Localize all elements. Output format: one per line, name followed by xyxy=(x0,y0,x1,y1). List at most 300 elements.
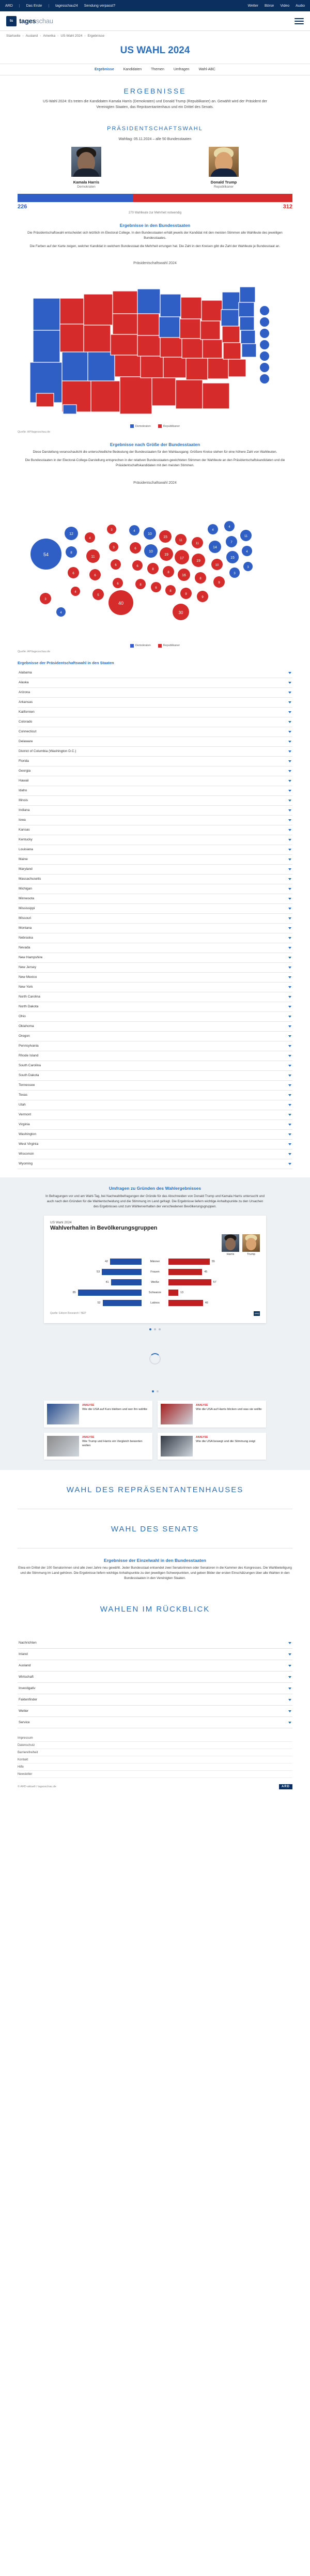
footer-accordion-item[interactable] xyxy=(18,1706,292,1717)
state-accordion-item[interactable] xyxy=(18,786,292,796)
utility-item-boerse[interactable]: Börse xyxy=(265,4,274,8)
logo-text-light: schau xyxy=(36,17,53,25)
state-accordion-item[interactable] xyxy=(18,737,292,747)
legend-item-dem xyxy=(130,424,151,428)
svg-text:8: 8 xyxy=(152,568,154,571)
teaser-card[interactable] xyxy=(44,1433,152,1460)
candidate-name-trump: Donald Trump xyxy=(210,179,237,185)
page-title: US WAHL 2024 xyxy=(120,45,190,56)
state-accordion-item[interactable] xyxy=(18,1100,292,1110)
chart-head-harris xyxy=(222,1234,239,1256)
state-accordion-item[interactable] xyxy=(18,914,292,924)
svg-text:17: 17 xyxy=(180,556,184,560)
survey-title: Umfragen zu Gründen des Wahlergebnisses xyxy=(109,1185,202,1191)
bubble-map-legend xyxy=(0,641,310,649)
state-accordion-item[interactable] xyxy=(18,1140,292,1149)
state-accordion-item[interactable] xyxy=(18,668,292,678)
avatar-body xyxy=(210,168,237,177)
ard-badge-icon: ARD xyxy=(254,1312,259,1315)
svg-text:15: 15 xyxy=(163,535,167,539)
state-accordion-item[interactable] xyxy=(18,1071,292,1081)
bubble-paragraph-1: Diese Darstellung veranschaulicht die unterschiedliche Bedeutung der Bundesstaaten für den Wahlausgang: Größere Kreise stehen für eine höhere Zahl von Wahlleuten. xyxy=(33,450,277,454)
state-accordion-item[interactable] xyxy=(18,698,292,708)
chevron-down-icon xyxy=(288,692,291,694)
breadcrumb-separator: › xyxy=(84,34,86,38)
state-accordion-label: Kentucky xyxy=(19,838,33,842)
state-accordion-item[interactable] xyxy=(18,747,292,757)
state-accordion-item[interactable] xyxy=(18,1012,292,1022)
chevron-down-icon xyxy=(288,1065,291,1067)
state-accordion-label: Minnesota xyxy=(19,897,34,901)
teaser-title: Wie Trump und Harris ein Vergleich bewerten wollen xyxy=(82,1439,143,1447)
footer-link[interactable]: Newsletter xyxy=(18,1771,292,1778)
state-accordion-label: Nevada xyxy=(19,946,30,950)
state-accordion-item[interactable] xyxy=(18,875,292,884)
chevron-down-icon xyxy=(288,819,291,821)
svg-text:9: 9 xyxy=(185,592,187,596)
svg-text:4: 4 xyxy=(60,611,62,615)
electoral-votes-trump: 312 xyxy=(283,203,292,210)
chart-category-label: Weiße xyxy=(151,1281,159,1284)
chart-bar-left xyxy=(50,1259,142,1265)
chevron-down-icon xyxy=(288,986,291,988)
utility-item-audio[interactable]: Audio xyxy=(296,4,305,8)
svg-text:30: 30 xyxy=(178,610,183,615)
chevron-down-icon xyxy=(288,1710,291,1712)
state-accordion-list xyxy=(0,668,310,1169)
ard-logo-mark-icon: ARD xyxy=(279,1784,292,1789)
svg-text:3: 3 xyxy=(234,572,236,575)
teaser-title: Wie die USA bewegt und die Stimmung zeigt xyxy=(196,1439,256,1443)
footer-accordion-item[interactable] xyxy=(18,1660,292,1672)
footer-accordion-label: Wirtschaft xyxy=(19,1675,34,1679)
legend-swatch-rep-icon xyxy=(158,644,162,648)
utility-item-das-erste[interactable]: Das Erste xyxy=(26,4,42,8)
state-accordion-item[interactable] xyxy=(18,1149,292,1159)
carousel-dot[interactable] xyxy=(157,1390,159,1392)
chevron-down-icon xyxy=(288,976,291,978)
candidate-party-harris: Demokraten xyxy=(77,185,96,189)
chevron-down-icon xyxy=(288,888,291,890)
legend-label-dem: Demokraten xyxy=(135,424,151,428)
svg-text:6: 6 xyxy=(94,574,96,577)
state-accordion-item[interactable] xyxy=(18,953,292,963)
chart-bar-harris xyxy=(78,1290,142,1296)
state-accordion-item[interactable] xyxy=(18,943,292,953)
avatar-face xyxy=(225,1238,236,1250)
state-accordion-item[interactable] xyxy=(18,1091,292,1100)
state-accordion-item[interactable] xyxy=(18,1002,292,1012)
state-accordion-item[interactable] xyxy=(18,835,292,845)
teaser-thumbnail xyxy=(47,1436,79,1456)
carousel-dot[interactable] xyxy=(159,1328,161,1330)
svg-text:8: 8 xyxy=(169,589,172,593)
state-accordion-item[interactable] xyxy=(18,1130,292,1140)
svg-text:4: 4 xyxy=(228,525,230,529)
footer-link[interactable]: Datenschutz xyxy=(18,1742,292,1749)
state-accordion-item[interactable] xyxy=(18,796,292,806)
menu-button[interactable] xyxy=(295,18,304,24)
chevron-down-icon xyxy=(288,1665,291,1667)
us-bubble-map[interactable] xyxy=(18,486,292,641)
breadcrumb-item-startseite[interactable]: Startseite xyxy=(6,34,21,38)
chevron-down-icon xyxy=(288,996,291,998)
svg-text:6: 6 xyxy=(72,572,74,575)
state-accordion-label: Vermont xyxy=(19,1113,32,1117)
utility-item-sendung-verpasst[interactable]: Sendung verpasst? xyxy=(84,4,116,8)
teaser-card[interactable] xyxy=(158,1433,266,1460)
state-accordion-label: North Carolina xyxy=(19,995,40,999)
chart-bar-trump xyxy=(168,1269,202,1275)
chevron-down-icon xyxy=(288,701,291,703)
chevron-down-icon xyxy=(288,1035,291,1037)
chevron-down-icon xyxy=(288,1124,291,1126)
state-accordion-item[interactable] xyxy=(18,678,292,688)
teaser-grid xyxy=(44,1401,266,1460)
state-accordion-label: Montana xyxy=(19,926,32,930)
tab-ergebnisse[interactable]: Ergebnisse xyxy=(94,68,114,71)
chevron-down-icon xyxy=(288,1045,291,1047)
chevron-down-icon xyxy=(288,770,291,772)
chart-bar-trump xyxy=(168,1259,210,1265)
state-accordion-item[interactable] xyxy=(18,933,292,943)
svg-text:3: 3 xyxy=(44,597,47,601)
footer-link[interactable]: Hilfe xyxy=(18,1764,292,1771)
state-accordion-item[interactable] xyxy=(18,1022,292,1032)
chart-category-label: Männer xyxy=(150,1260,160,1264)
footer-accordion-label: Wetter xyxy=(19,1709,29,1713)
chevron-down-icon xyxy=(288,780,291,782)
state-accordion-item[interactable] xyxy=(18,1110,292,1120)
state-accordion-label: Virginia xyxy=(19,1123,30,1127)
state-accordion-label: New Mexico xyxy=(19,975,37,979)
chart-head-label-trump: Trump xyxy=(247,1252,255,1256)
chevron-down-icon xyxy=(288,1084,291,1086)
teaser-text xyxy=(82,1404,149,1424)
carousel-dots-secondary[interactable] xyxy=(0,1387,310,1393)
breadcrumb-item-ausland[interactable]: Ausland xyxy=(25,34,38,38)
chart-source: Quelle: Edison Research / NEP xyxy=(50,1312,86,1315)
state-accordion-label: Ohio xyxy=(19,1015,26,1019)
svg-text:10: 10 xyxy=(215,563,219,567)
chevron-down-icon xyxy=(288,1075,291,1077)
chevron-down-icon xyxy=(288,750,291,753)
tab-kandidaten[interactable]: Kandidaten xyxy=(123,68,142,71)
chevron-down-icon xyxy=(288,1653,291,1655)
bundesstaaten-paragraph: Etwa ein Drittel der 100 Senatorinnen sind alle zwei Jahre neu gewählt. Jeder Bundesstaat entsendet zwei Senatorinnen oder Senatoren in die Kammer des Kongresses. Die Wahlbeteiligung und die Stimmung im Land gehören. Die Ergebnisse liefern wichtige Anhaltspunkte zu den jeweiligen Schwerpunkten, und geben Bilder der ersten Einschätzungen über alle Wahlen in den Bundesstaaten in den Vereinigten Staaten. xyxy=(18,1566,292,1581)
state-accordion-item[interactable] xyxy=(18,688,292,698)
footer-link[interactable]: Impressum xyxy=(18,1735,292,1742)
state-accordion-item[interactable] xyxy=(18,816,292,825)
svg-text:9: 9 xyxy=(218,581,220,585)
teaser-title: Wie die USA auf Kurs bleiben und wer ihn wählte xyxy=(82,1407,147,1411)
state-accordion-label: Florida xyxy=(19,759,29,763)
candidate-photo-harris xyxy=(71,147,101,177)
state-accordion-item[interactable] xyxy=(18,884,292,894)
chart-bar-left xyxy=(50,1290,142,1296)
state-accordion-label: Tennessee xyxy=(19,1083,35,1087)
teaser-thumbnail xyxy=(161,1404,193,1424)
svg-text:6: 6 xyxy=(155,586,157,590)
state-accordion-item[interactable] xyxy=(18,766,292,776)
breadcrumb-item-amerika[interactable]: Amerika xyxy=(43,34,56,38)
section-nav xyxy=(0,64,310,75)
state-accordion-item[interactable] xyxy=(18,992,292,1002)
bubble-legend-label-rep: Republikaner xyxy=(163,644,180,648)
tab-themen[interactable]: Themen xyxy=(151,68,164,71)
state-accordion-item[interactable] xyxy=(18,1061,292,1071)
chart-value-trump: 57 xyxy=(213,1281,216,1284)
state-accordion-label: Utah xyxy=(19,1103,26,1107)
chevron-down-icon xyxy=(288,927,291,929)
chart-bars xyxy=(50,1258,260,1307)
chart-bar-harris xyxy=(103,1300,142,1306)
chart-value-harris: 52 xyxy=(97,1301,101,1305)
teaser-category: ANALYSE xyxy=(82,1435,95,1439)
footer-accordion-label: Service xyxy=(19,1721,30,1725)
state-accordion-label: Kalifornien xyxy=(19,710,35,714)
ard-logo xyxy=(279,1784,292,1789)
site-header xyxy=(0,11,310,31)
chevron-down-icon xyxy=(288,760,291,762)
chevron-down-icon xyxy=(288,809,291,811)
state-accordion-label: District of Columbia (Washington D.C.) xyxy=(19,749,76,754)
banner-senat[interactable]: WAHL DES SENATS xyxy=(111,1524,199,1534)
state-accordion-item[interactable] xyxy=(18,1081,292,1091)
svg-text:40: 40 xyxy=(118,600,124,606)
chart-bar-row xyxy=(50,1268,260,1276)
electoral-vote-counts xyxy=(0,202,310,210)
chart-footer xyxy=(50,1311,260,1316)
state-accordion-item[interactable] xyxy=(18,1159,292,1169)
bubble-map-label: Präsidentschaftswahl 2024 xyxy=(133,481,177,485)
state-accordion-item[interactable] xyxy=(18,708,292,717)
footer-accordion-item[interactable] xyxy=(18,1717,292,1728)
state-accordion-label: North Dakota xyxy=(19,1005,39,1009)
carousel-dot[interactable] xyxy=(149,1328,151,1330)
teaser-text xyxy=(82,1436,149,1456)
carousel-dot[interactable] xyxy=(152,1390,154,1392)
state-accordion-item[interactable] xyxy=(18,825,292,835)
state-accordion-label: Washington xyxy=(19,1132,37,1137)
utility-item-ard[interactable]: ARD xyxy=(5,4,13,8)
survey-chart-card xyxy=(44,1216,266,1323)
footer-accordion-item[interactable] xyxy=(18,1683,292,1694)
chevron-down-icon xyxy=(288,741,291,743)
chevron-down-icon xyxy=(288,1688,291,1690)
state-accordion-item[interactable] xyxy=(18,1041,292,1051)
bubble-section-title: Ergebnisse nach Größe der Bundesstaaten xyxy=(110,442,200,448)
chevron-down-icon xyxy=(288,898,291,900)
footer-accordion-label: Ausland xyxy=(19,1664,31,1668)
logo-text-main: tages xyxy=(19,17,36,25)
tab-umfragen[interactable]: Umfragen xyxy=(173,68,190,71)
map-source-caption: Quelle: AP/tagesschau.de xyxy=(18,431,51,434)
map-paragraph-2: Die Farben auf der Karte zeigen, welcher Kandidat in welchem Bundesstaat die Mehrheit errungen hat. Die Zahl in den Kreisen gibt die Zahl der Wahlleute je Bundesstaat an. xyxy=(29,244,281,248)
svg-text:14: 14 xyxy=(213,545,217,549)
bundesstaaten-title: Ergebnisse der Einzelwahl in den Bundesstaaten xyxy=(104,1557,206,1563)
state-accordion-item[interactable] xyxy=(18,904,292,914)
chevron-down-icon xyxy=(288,878,291,880)
chevron-down-icon xyxy=(288,908,291,910)
state-accordion-label: Connecticut xyxy=(19,730,37,734)
map-section-title: Ergebnisse in den Bundesstaaten xyxy=(119,222,191,228)
footer-link[interactable]: Kontakt xyxy=(18,1756,292,1764)
chart-bar-trump xyxy=(168,1279,211,1285)
chevron-down-icon xyxy=(288,1163,291,1165)
chart-value-trump: 46 xyxy=(205,1301,208,1305)
footer-link[interactable]: Barrierefreiheit xyxy=(18,1749,292,1756)
teaser-category: ANALYSE xyxy=(196,1435,208,1439)
bubble-paragraph-2: Die Bundesstaaten in der Electoral-College-Darstellung entsprechen in der relativen Bundesstaaten-gewichteten Stimmen der Wahlleute an den Präsidentschaftskandidaten und die Präsidentschaftskandidaten mit den meisten Stimmen. xyxy=(25,458,285,468)
chevron-down-icon xyxy=(288,1006,291,1008)
svg-text:15: 15 xyxy=(230,556,235,560)
state-accordion-item[interactable] xyxy=(18,1120,292,1130)
legend-label-rep: Republikaner xyxy=(163,424,180,428)
chart-bar-left xyxy=(50,1300,142,1306)
teaser-thumbnail xyxy=(47,1404,79,1424)
chevron-down-icon xyxy=(288,849,291,851)
footer-accordion-item[interactable] xyxy=(18,1694,292,1706)
teaser-card[interactable] xyxy=(158,1401,266,1428)
electoral-votes-harris: 226 xyxy=(18,203,27,210)
svg-text:19: 19 xyxy=(164,553,168,557)
map-text-block xyxy=(0,221,310,258)
state-accordion-item[interactable] xyxy=(18,973,292,983)
logo-text xyxy=(19,17,53,25)
state-accordion-label: Alabama xyxy=(19,671,32,675)
chevron-down-icon xyxy=(288,858,291,861)
chevron-down-icon xyxy=(288,1133,291,1136)
svg-text:11: 11 xyxy=(244,534,248,538)
teaser-thumbnail xyxy=(161,1436,193,1456)
state-accordion-item[interactable] xyxy=(18,845,292,855)
state-accordion-item[interactable] xyxy=(18,924,292,933)
chevron-down-icon xyxy=(288,1699,291,1701)
utility-item-video[interactable]: Video xyxy=(280,4,290,8)
footer-accordion xyxy=(0,1628,310,1728)
state-accordion-label: Mississippi xyxy=(19,907,35,911)
state-accordion-item[interactable] xyxy=(18,1032,292,1041)
breadcrumb xyxy=(0,31,310,40)
teaser-title: Wie die USA auf Harris blicken und was sie wollte xyxy=(196,1407,262,1411)
svg-text:8: 8 xyxy=(140,583,142,587)
chart-category-label: Frauen xyxy=(150,1270,160,1274)
svg-text:5: 5 xyxy=(97,593,99,597)
chevron-down-icon xyxy=(288,1094,291,1096)
state-accordion-label: Indiana xyxy=(19,808,30,812)
footer-accordion-item[interactable] xyxy=(18,1649,292,1660)
banner-rueckblick[interactable]: WAHLEN IM RÜCKBLICK xyxy=(100,1605,210,1614)
state-accordion-item[interactable] xyxy=(18,1051,292,1061)
chart-bar-left xyxy=(50,1269,142,1275)
tagesschau-logo[interactable] xyxy=(6,16,53,26)
state-accordion-label: Kansas xyxy=(19,828,30,832)
chevron-down-icon xyxy=(288,1642,291,1644)
state-accordion-item[interactable] xyxy=(18,776,292,786)
state-accordion-item[interactable] xyxy=(18,894,292,904)
loading-area xyxy=(0,1330,310,1387)
utility-bar xyxy=(0,0,310,11)
state-accordion-label: Illinois xyxy=(19,799,28,803)
state-accordion-label: Colorado xyxy=(19,720,33,724)
svg-text:6: 6 xyxy=(117,582,119,586)
section-heading-praesidentschaftswahl: PRÄSIDENTSCHAFTSWAHL xyxy=(107,126,203,132)
carousel-dots[interactable] xyxy=(0,1323,310,1330)
chart-bar-harris xyxy=(111,1279,142,1285)
bubble-legend-item-dem xyxy=(130,644,151,648)
state-accordion-label: Idaho xyxy=(19,789,27,793)
carousel-dot[interactable] xyxy=(154,1328,156,1330)
state-accordion-item[interactable] xyxy=(18,865,292,875)
state-accordion-item[interactable] xyxy=(18,855,292,865)
bubble-text-block xyxy=(0,434,310,477)
chevron-down-icon xyxy=(288,917,291,919)
legend-item-rep xyxy=(158,424,180,428)
state-accordion-label: Texas xyxy=(19,1093,27,1097)
chevron-down-icon xyxy=(288,839,291,841)
tab-wahl-abc[interactable]: Wahl-ABC xyxy=(198,68,215,71)
chevron-down-icon xyxy=(288,957,291,959)
state-accordion-label: New Hampshire xyxy=(19,956,43,960)
us-map-svg xyxy=(18,266,292,421)
svg-text:8: 8 xyxy=(167,571,169,574)
legend-swatch-dem-icon xyxy=(130,424,134,428)
utility-item-wetter[interactable]: Wetter xyxy=(247,4,259,8)
state-accordion-label: Delaware xyxy=(19,740,33,744)
breadcrumb-item-uswahl[interactable]: US-Wahl 2024 xyxy=(60,34,83,38)
bubble-legend-label-dem: Demokraten xyxy=(135,644,151,648)
chart-bar-harris xyxy=(110,1259,142,1265)
footer-accordion-item[interactable] xyxy=(18,1672,292,1683)
state-accordion-item[interactable] xyxy=(18,963,292,973)
footer-accordion-item[interactable] xyxy=(18,1637,292,1649)
banner-repraesentantenhaus[interactable]: WAHL DES REPRÄSENTANTENHAUSES xyxy=(66,1485,244,1494)
utility-item-tagesschau24[interactable]: tagesschau24 xyxy=(55,4,78,8)
svg-text:3: 3 xyxy=(111,528,113,532)
svg-text:54: 54 xyxy=(43,551,49,557)
chart-head-label-harris: Harris xyxy=(226,1252,235,1256)
breadcrumb-separator: › xyxy=(57,34,59,38)
state-accordion-label: Wisconsin xyxy=(19,1152,34,1156)
svg-text:8: 8 xyxy=(70,551,72,555)
state-accordion-item[interactable] xyxy=(18,727,292,737)
svg-text:4: 4 xyxy=(133,529,135,533)
majority-note: 270 Wahlleute zur Mehrheit notwendig xyxy=(128,211,182,214)
state-accordion-item[interactable] xyxy=(18,757,292,766)
chart-bar-right xyxy=(168,1259,260,1265)
state-accordion-item[interactable] xyxy=(18,806,292,816)
chevron-down-icon xyxy=(288,672,291,674)
electoral-result-bar xyxy=(18,194,292,202)
hamburger-icon xyxy=(295,23,304,24)
teaser-card[interactable] xyxy=(44,1401,152,1428)
state-accordion-label: Nebraska xyxy=(19,936,33,940)
chevron-down-icon xyxy=(288,947,291,949)
us-electoral-map[interactable] xyxy=(18,266,292,421)
section-heading-ergebnisse: ERGEBNISSE xyxy=(123,87,187,95)
state-accordion-label: Iowa xyxy=(19,818,26,822)
result-bar-segment-dem xyxy=(18,194,133,202)
chevron-down-icon xyxy=(288,868,291,870)
state-accordion-title: Ergebnisse der Präsidentschaftswahl in den Staaten xyxy=(18,660,114,665)
section-intro-text: US-Wahl 2024: Es treten die Kandidaten Kamala Harris (Demokraten) und Donald Trump (Republikaner) an. Gewählt wird der Präsident der Vereinigten Staaten, das Repräsentantenhaus und ein Drittel des Senats. xyxy=(43,100,267,109)
svg-text:7: 7 xyxy=(230,541,233,544)
chart-value-harris: 53 xyxy=(97,1270,100,1274)
state-accordion-item[interactable] xyxy=(18,983,292,992)
state-accordion-item[interactable] xyxy=(18,717,292,727)
logo-mark-icon: ts xyxy=(6,16,17,26)
